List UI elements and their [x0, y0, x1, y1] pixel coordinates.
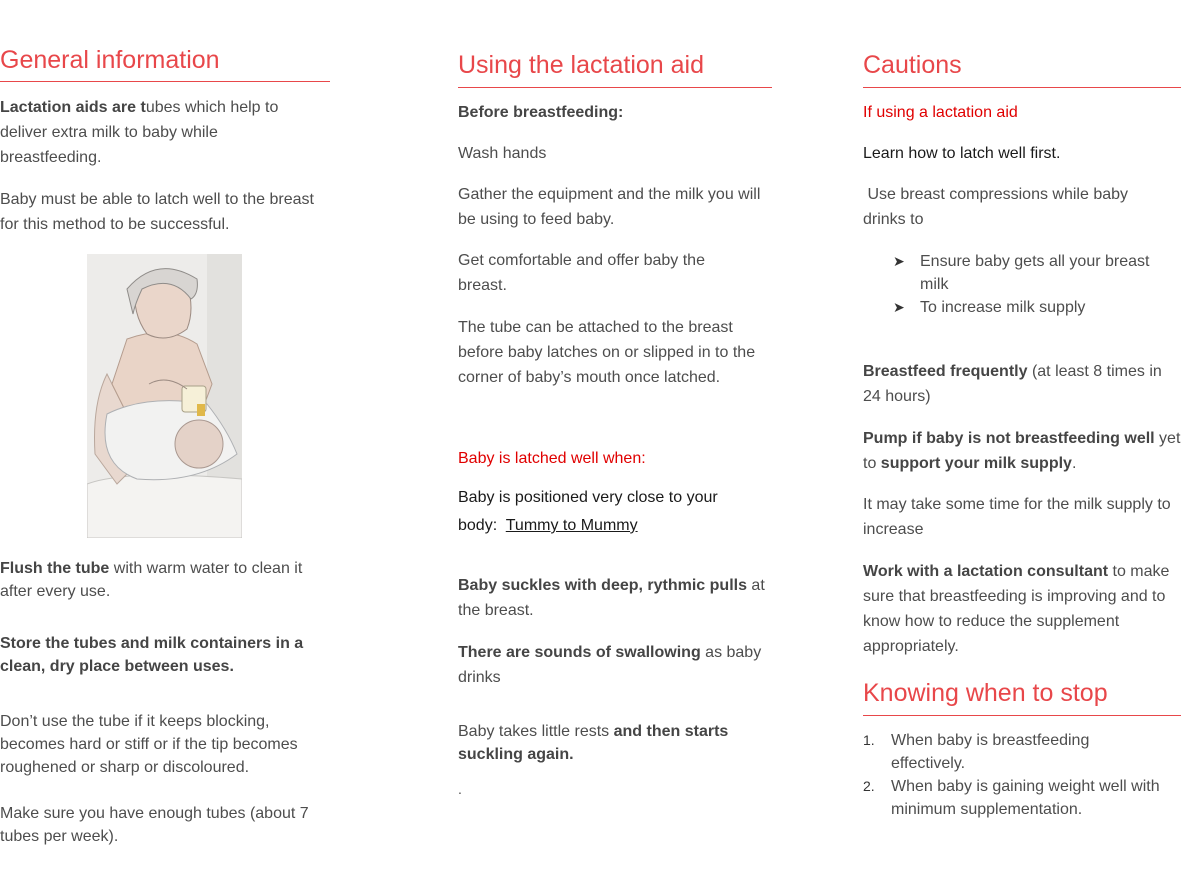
heading-rule: [863, 715, 1181, 716]
tummy-to-mummy-text: Tummy to Mummy: [505, 517, 638, 534]
get-comfortable-paragraph: Get comfortable and offer baby the breast.: [458, 252, 705, 294]
lactation-aids-text: ubes which help to deliver extra milk to baby while breastfeeding.: [0, 99, 279, 166]
deep-suckles-bold: Baby suckles with deep, rythmic pulls: [458, 577, 747, 594]
list-number: 2.: [863, 778, 875, 794]
flush-tube-bold: Flush the tube: [0, 560, 110, 577]
positioned-close-paragraph: [458, 484, 758, 540]
section-heading-cautions: Cautions: [863, 51, 962, 79]
arrow-bullet-icon: ➤: [893, 299, 905, 315]
section-heading-knowing-when-to-stop: Knowing when to stop: [863, 679, 1108, 707]
list-item-text: When baby is breastfeeding effectively.: [891, 732, 1090, 772]
learn-latch-paragraph: Learn how to latch well first.: [863, 145, 1061, 162]
lactation-consultant-text: to make sure that breastfeeding is improving and to know how to reduce the supplement appropriately.: [863, 563, 1170, 655]
lactation-aids-bold: Lactation aids are t: [0, 99, 146, 116]
store-tubes-bold: Store the tubes and milk containers in a clean, dry place between uses.: [0, 635, 304, 675]
list-item: [863, 296, 1181, 319]
pump-paragraph: [863, 426, 1185, 476]
stray-dot: .: [458, 781, 462, 797]
photo-illustration: [87, 254, 242, 538]
before-breastfeeding-label: [458, 100, 772, 125]
pump-text: yet to: [863, 430, 1185, 472]
heading-rule: [863, 87, 1181, 88]
if-using-subheading: If using a lactation aid: [863, 104, 1018, 121]
compression-reasons-list: [863, 250, 1181, 319]
when-to-stop-list: [863, 729, 1163, 821]
arrow-bullet-icon: ➤: [893, 253, 905, 269]
heading-rule: [458, 87, 772, 88]
deep-suckles-text: at the breast.: [458, 577, 765, 619]
list-item-text: When baby is gaining weight well with minimum supplementation.: [891, 778, 1160, 818]
section-heading-using-lactation-aid: Using the lactation aid: [458, 51, 704, 79]
wash-hands-paragraph: Wash hands: [458, 145, 547, 162]
mother-breastfeeding-photo: [87, 254, 242, 538]
list-item: [863, 250, 1181, 296]
support-supply-bold: support your milk supply: [880, 455, 1072, 472]
dont-use-paragraph: Don’t use the tube if it keeps blocking, becomes hard or stiff or if the tip becomes roughened or sharp or discoloured.: [0, 713, 298, 776]
breastfeed-frequently-bold: Breastfeed frequently: [863, 363, 1028, 380]
deep-suckles-paragraph: [458, 573, 772, 623]
flush-tube-text: with warm water to clean it after every use.: [0, 560, 303, 600]
swallowing-text: as baby drinks: [458, 644, 762, 686]
pump-bold: Pump if baby is not breastfeeding well: [863, 430, 1155, 447]
breastfeed-frequently-text: (at least 8 times in 24 hours): [863, 363, 1162, 405]
list-item-text: To increase milk supply: [920, 299, 1086, 316]
heading-rule: [0, 81, 330, 82]
tube-attach-paragraph: The tube can be attached to the breast before baby latches on or slipped in to the corner of baby’s mouth once latched.: [458, 319, 756, 386]
little-rests-bold: and then starts suckling again.: [458, 723, 729, 763]
lactation-aids-paragraph: [0, 95, 310, 170]
flush-tube-paragraph: [0, 557, 330, 603]
little-rests-paragraph: [458, 720, 758, 766]
swallowing-bold: There are sounds of swallowing: [458, 644, 701, 661]
gather-equipment-paragraph: Gather the equipment and the milk you will be using to feed baby.: [458, 186, 761, 228]
list-item: [863, 775, 1163, 821]
breast-compressions-paragraph: Use breast compressions while baby drinks to: [863, 186, 1133, 228]
pump-end: .: [1071, 455, 1077, 472]
list-item: [863, 729, 1163, 775]
little-rests-text: Baby takes little rests: [458, 723, 614, 740]
enough-tubes-paragraph: Make sure you have enough tubes (about 7 tubes per week).: [0, 805, 309, 845]
latched-well-subheading: Baby is latched well when:: [458, 450, 646, 467]
breastfeed-frequently-paragraph: [863, 359, 1181, 409]
list-item-text: Ensure baby gets all your breast milk: [920, 253, 1150, 293]
before-breastfeeding-bold: Before breastfeeding:: [458, 104, 624, 121]
positioned-close-text: Baby is positioned very close to your body:: [458, 489, 723, 534]
lactation-consultant-bold: Work with a lactation consultant: [863, 563, 1109, 580]
latch-paragraph: Baby must be able to latch well to the breast for this method to be successful.: [0, 191, 314, 233]
milk-supply-time-paragraph: It may take some time for the milk supply to increase: [863, 496, 1171, 538]
list-number: 1.: [863, 732, 875, 748]
store-tubes-paragraph: [0, 632, 322, 678]
swallowing-paragraph: [458, 640, 772, 690]
section-heading-general-information: General information: [0, 46, 220, 74]
lactation-consultant-paragraph: [863, 559, 1173, 659]
